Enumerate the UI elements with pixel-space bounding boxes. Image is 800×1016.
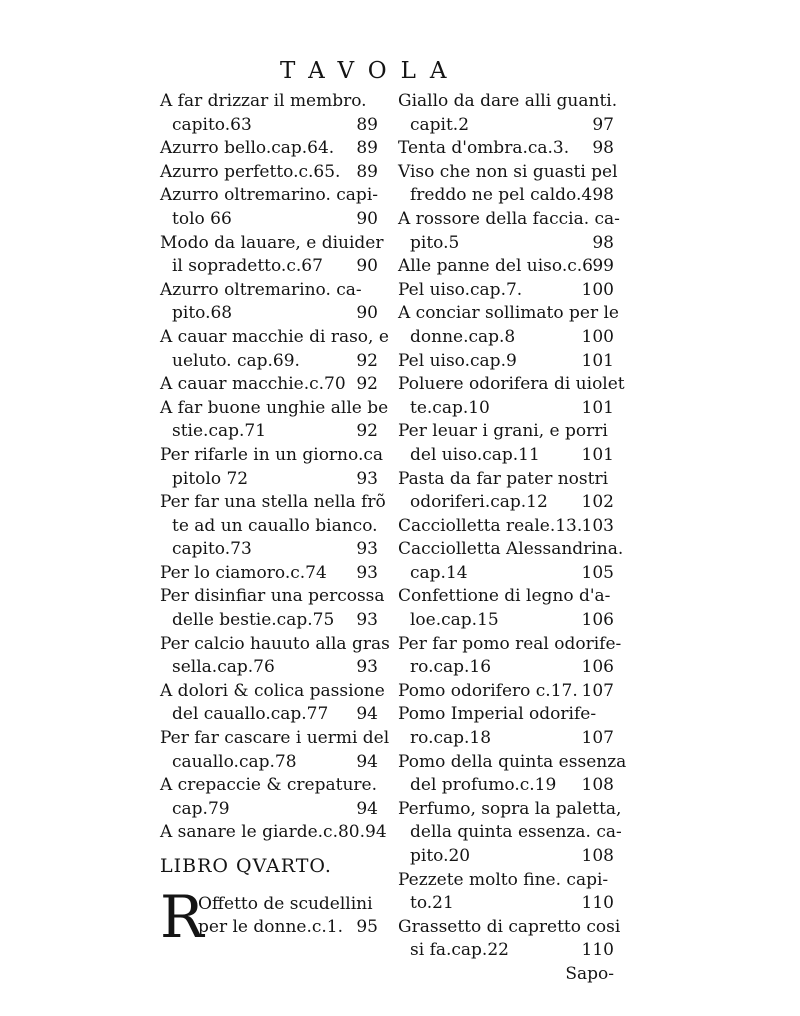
index-entry-line (398, 892, 614, 916)
index-entry-line (398, 939, 614, 963)
drop-cap-initial: R (160, 882, 204, 951)
index-entry-line (398, 916, 621, 940)
index-entry-line (160, 137, 378, 161)
index-entry-line (398, 774, 614, 798)
page-number: 101 (581, 444, 614, 465)
entry-text: capit.2 (410, 114, 470, 135)
index-entry-line (398, 515, 614, 539)
page-number: 90 (356, 208, 378, 229)
index-entry-line (398, 161, 618, 185)
entry-text: Azurro oltremarino. ca- (160, 279, 362, 300)
entry-text: Per rifarle in un giorno.ca (160, 444, 384, 465)
entry-text: A dolori & colica passione (160, 680, 385, 701)
index-entry-line (398, 373, 625, 397)
index-entry-line (398, 397, 614, 421)
page-number: 100 (581, 326, 614, 347)
index-entry-line (160, 373, 378, 397)
index-entry-line (160, 585, 385, 609)
index-entry-line (398, 869, 614, 893)
index-entry-line (160, 114, 378, 138)
entry-text: capito.73 (172, 539, 252, 560)
entry-text: capito.63 (172, 114, 252, 135)
page-number: 107 (581, 728, 614, 749)
entry-text: Per far pomo real odorife- (398, 633, 622, 654)
index-entry-line (398, 680, 614, 704)
page-number: 101 (581, 350, 614, 371)
entry-text: Per calcio hauuto alla gras (160, 633, 390, 654)
entry-text: Azurro perfetto.c.65. (160, 161, 341, 182)
index-entry-line (398, 114, 614, 138)
entry-text: il sopradetto.c.67 (172, 256, 323, 277)
index-entry-line (398, 727, 614, 751)
entry-text: A far buone unghie alle be (160, 397, 389, 418)
entry-text: Pezzete molto fine. capi- (398, 869, 609, 890)
page-number: 102 (581, 492, 614, 513)
index-entry-line (160, 208, 378, 232)
index-entry-line (398, 184, 614, 208)
entry-text: del profumo.c.19 (410, 775, 557, 796)
index-entry-line (398, 751, 627, 775)
entry-text: Modo da lauare, e diuider (160, 232, 384, 253)
index-entry-line (160, 232, 384, 256)
index-entry-line (398, 255, 614, 279)
entry-text: ro.cap.18 (410, 728, 492, 749)
page-number: 93 (356, 468, 378, 489)
page-number: 99 (592, 256, 614, 277)
index-entry-line (160, 491, 386, 515)
page-number: 90 (356, 303, 378, 324)
entry-text: donne.cap.8 (410, 326, 516, 347)
entry-text: ro.cap.16 (410, 657, 492, 678)
entry-text: Pel uiso.cap.7. (398, 279, 523, 300)
page-number: 106 (581, 657, 614, 678)
entry-text: Azurro bello.cap.64. (160, 138, 335, 159)
entry-text: Grassetto di capretto cosi (398, 916, 621, 937)
dropcap-block (160, 882, 378, 951)
page-number: 101 (581, 397, 614, 418)
index-entry-line (160, 444, 384, 468)
entry-text: Per far cascare i uermi del (160, 728, 390, 749)
page-number: 90 (356, 256, 378, 277)
index-entry-line (160, 893, 378, 917)
entry-text: Giallo da dare alli guanti. (398, 91, 618, 111)
index-entry-line (398, 444, 614, 468)
index-entry-line (160, 609, 378, 633)
entry-text: si fa.cap.22 (410, 940, 509, 961)
index-entry-line (398, 656, 614, 680)
page-number: 107 (581, 680, 614, 701)
entry-text: del uiso.cap.11 (410, 444, 540, 465)
entry-text: te ad un cauallo bianco. (172, 515, 378, 536)
index-entry-line (160, 680, 385, 704)
page-number: 93 (356, 562, 378, 583)
entry-text: stie.cap.71 (172, 421, 267, 442)
entry-text: Offetto de scudellini (198, 893, 373, 914)
entry-text: Azurro oltremarino. capi- (160, 185, 378, 206)
page-number: 100 (581, 279, 614, 300)
entry-text: Alle panne del uiso.c.6. (398, 256, 599, 277)
page-number: 106 (581, 610, 614, 631)
page-number: 98 (592, 232, 614, 253)
right-entries (398, 90, 627, 963)
index-entry-line (398, 703, 614, 727)
page-number: 94 (356, 798, 378, 819)
entry-text: Pasta da far pater nostri (398, 468, 609, 489)
catchword: Sapo- (565, 963, 614, 984)
section-heading-text: LIBRO QVARTO. (160, 855, 332, 877)
entry-text: to.21 (410, 893, 454, 914)
entry-text: Per far una stella nella frõ (160, 492, 386, 513)
entry-text: te.cap.10 (410, 397, 490, 418)
index-entry-line (398, 609, 614, 633)
section-heading (160, 855, 378, 879)
index-entry-line (160, 821, 387, 845)
index-entry-line (160, 656, 378, 680)
entry-text: odoriferi.cap.12 (410, 492, 548, 513)
index-entry-line (160, 161, 378, 185)
index-entry-line (160, 538, 378, 562)
index-entry-line (398, 633, 622, 657)
index-entry-line (160, 774, 378, 798)
page-number: 108 (581, 775, 614, 796)
index-entry-line (160, 515, 378, 539)
entry-text: Pomo della quinta essenza (398, 751, 627, 772)
index-entry-line (398, 845, 614, 869)
page-number: 108 (581, 846, 614, 866)
entry-text: Cacciolletta reale.13. (398, 515, 583, 536)
index-entry-line (398, 90, 618, 114)
index-entry-line (398, 538, 624, 562)
index-entry-line (398, 208, 620, 232)
index-entry-line (160, 350, 378, 374)
entry-text: Pel uiso.cap.9 (398, 350, 517, 371)
page-number: 95 (356, 917, 378, 938)
page-number: 97 (592, 114, 614, 135)
catchword-line (398, 963, 614, 987)
index-entry-line (398, 279, 614, 303)
entry-text: Per leuar i grani, e porri (398, 421, 608, 442)
page-number: 98 (592, 185, 614, 206)
entry-text: Pomo odorifero c.17. (398, 680, 578, 701)
index-entry-line (398, 420, 614, 444)
index-entry-line (160, 90, 378, 114)
entry-text: pito.5 (410, 232, 460, 253)
index-entry-line (160, 798, 378, 822)
entry-text: per le donne.c.1. (198, 917, 343, 938)
entry-text: A conciar sollimato per le (398, 303, 619, 324)
page-number: 92 (356, 374, 378, 395)
page-number: 94 (356, 751, 378, 772)
entry-text: A cauar macchie di raso, e (160, 326, 389, 347)
entry-text: Cacciolletta Alessandrina. (398, 539, 624, 560)
entry-text: A rossore della faccia. ca- (398, 208, 620, 229)
entry-text: Viso che non si guasti pel (398, 161, 618, 182)
index-entry-line (160, 326, 389, 350)
page-number: 110 (581, 893, 614, 914)
entry-text: freddo ne pel caldo.4. (410, 185, 598, 206)
index-entry-line (398, 326, 614, 350)
entry-text: Confettione di legno d'a- (398, 586, 611, 607)
entry-text: pitolo 72 (172, 468, 249, 489)
index-entry-line (398, 137, 614, 161)
entry-text: ueluto. cap.69. (172, 350, 300, 371)
page-number: 92 (356, 421, 378, 442)
running-header: TAVOLA (280, 58, 461, 84)
entry-text: del cauallo.cap.77 (172, 704, 329, 725)
index-entry-line (160, 397, 389, 421)
index-entry-line (160, 420, 378, 444)
index-entry-line (160, 255, 378, 279)
entry-text: Tenta d'ombra.ca.3. (398, 138, 570, 159)
page-number: 94 (356, 704, 378, 725)
dropcap-entries (160, 893, 378, 940)
index-entry-line (160, 562, 378, 586)
index-entry-line (160, 916, 378, 940)
index-entry-line (160, 751, 378, 775)
entry-text: A cauar macchie.c.70 (160, 374, 346, 395)
left-column (160, 90, 390, 951)
entry-text: pito.20 (410, 846, 471, 866)
index-entry-line (160, 703, 378, 727)
entry-text: Pomo Imperial odorife- (398, 704, 597, 725)
index-entry-line (398, 585, 614, 609)
page-number: 92 (356, 350, 378, 371)
left-entries (160, 90, 390, 845)
entry-text: cauallo.cap.78 (172, 751, 297, 772)
page-number: 105 (581, 562, 614, 583)
page-number: 103 (581, 515, 614, 536)
index-entry-line (160, 279, 378, 303)
page-number: 89 (356, 161, 378, 182)
index-entry-line (398, 821, 622, 845)
index-entry-line (160, 468, 378, 492)
entry-text: Per disinfiar una percossa (160, 586, 385, 607)
page-number: 89 (356, 114, 378, 135)
index-entry-line (160, 302, 378, 326)
page-number: 93 (356, 657, 378, 678)
page-number: 98 (592, 138, 614, 159)
entry-text: A sanare le giarde.c.80.94 (160, 822, 387, 843)
entry-text: Per lo ciamoro.c.74 (160, 562, 327, 583)
index-entry-line (398, 562, 614, 586)
entry-text: Perfumo, sopra la paletta, (398, 798, 622, 819)
entry-text: cap.14 (410, 562, 468, 583)
index-entry-line (398, 491, 614, 515)
page-number: 93 (356, 610, 378, 631)
index-entry-line (398, 350, 614, 374)
index-entry-line (160, 727, 390, 751)
entry-text: A crepaccie & crepature. (160, 775, 377, 796)
entry-text: della quinta essenza. ca- (410, 822, 622, 843)
right-column (398, 90, 627, 987)
index-entry-line (160, 184, 378, 208)
page-number: 89 (356, 138, 378, 159)
page-number: 110 (581, 940, 614, 961)
entry-text: Poluere odorifera di uiolet (398, 374, 625, 395)
entry-text: delle bestie.cap.75 (172, 610, 335, 631)
index-entry-line (398, 798, 622, 822)
entry-text: A far drizzar il membro. (160, 91, 367, 111)
index-entry-line (398, 232, 614, 256)
entry-text: tolo 66 (172, 208, 232, 229)
entry-text: cap.79 (172, 798, 230, 819)
page-number: 93 (356, 539, 378, 560)
entry-text: pito.68 (172, 303, 233, 324)
entry-text: loe.cap.15 (410, 610, 499, 631)
entry-text: sella.cap.76 (172, 657, 275, 678)
index-entry-line (160, 633, 390, 657)
index-entry-line (398, 468, 614, 492)
index-entry-line (398, 302, 619, 326)
